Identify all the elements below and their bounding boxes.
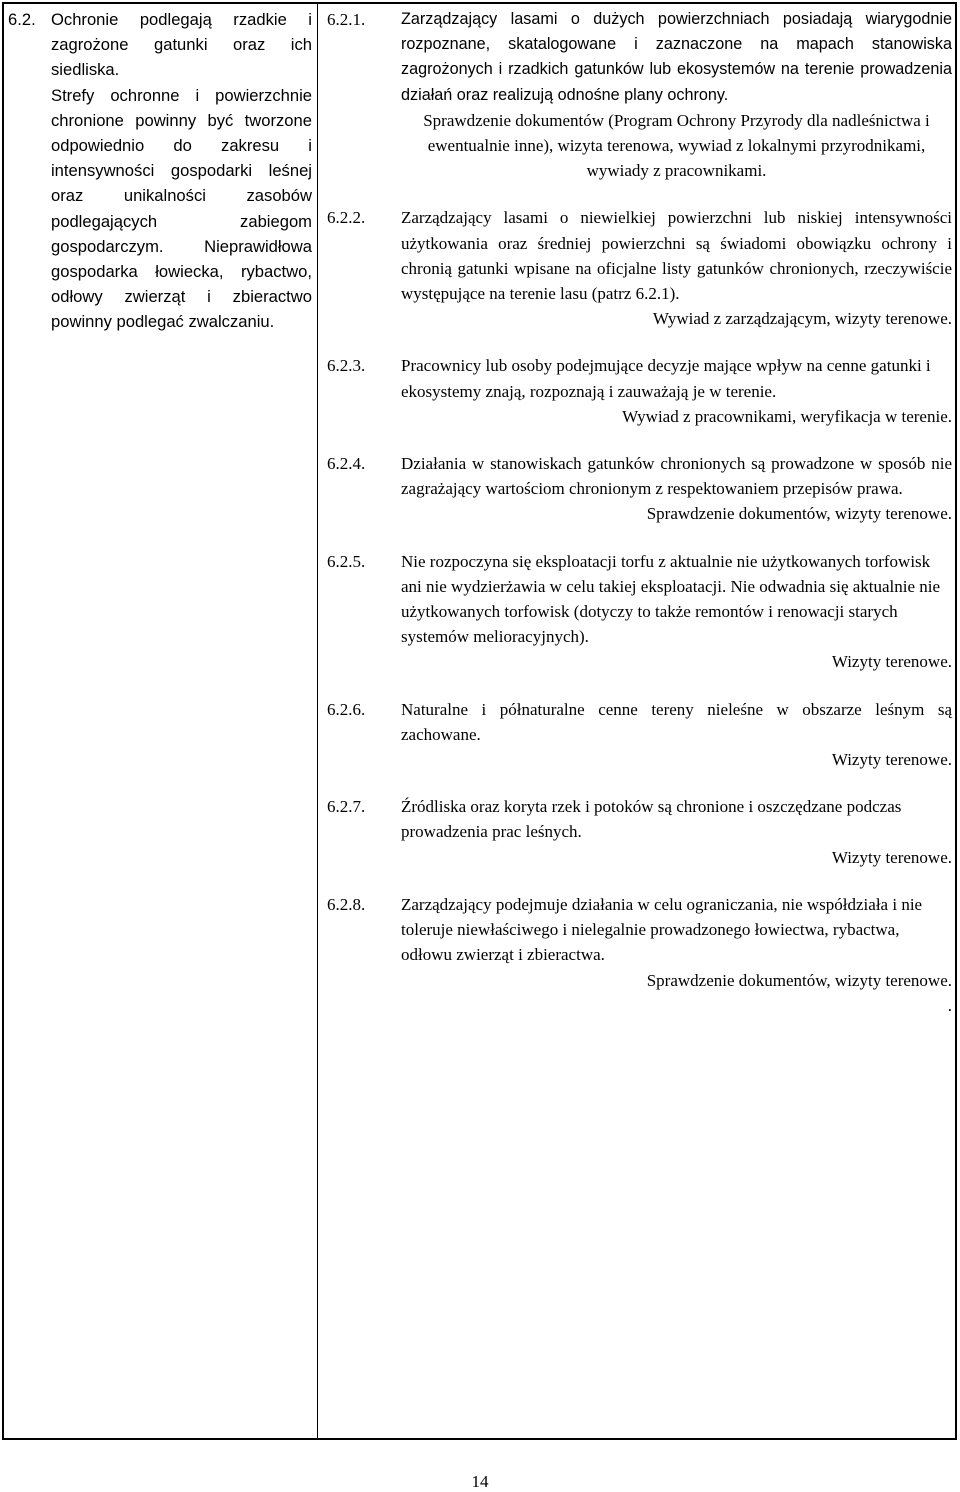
requirement-number: 6.2.7. xyxy=(327,797,366,817)
principle-heading xyxy=(8,7,312,83)
requirement-text: Zarządzający lasami o dużych powierzchniach posiadają wiarygodnie rozpoznane, skatalogowane i zaznaczone na mapach stanowiska zagrożonych i rzadkich gatunków lub ekosystemów na terenie prowadzenia działań oraz realizują odnośne plany ochrony. xyxy=(401,10,952,104)
principle-body: Strefy ochronne i powierzchnie chronione powinny być tworzone odpowiednio do zakresu i intensywności gospodarki leśnej oraz unikalności zasobów podlegających zabiegom gospodarczym. Nieprawidłowa gospodarka łowiecka, rybactwo, odłowy zwierząt i zbieractwo powinny podlegać zwalczaniu. xyxy=(51,85,312,332)
requirement-number: 6.2.1. xyxy=(327,10,366,29)
requirement-number: 6.2.4. xyxy=(327,454,366,474)
requirement-text: Zarządzający podejmuje działania w celu ograniczania, nie współdziała i nie toleruje niewłaściwego i nielegalnie prowadzonego łowiectwa, rybactwa, odłowu zwierząt i zbieractwa. xyxy=(401,894,923,965)
requirement-number: 6.2.6. xyxy=(327,699,366,719)
verification-method: Wywiad z zarządzającym, wizyty terenowe. xyxy=(652,309,952,329)
indicators-column xyxy=(327,7,952,1040)
requirement-number: 6.2.2. xyxy=(327,208,366,228)
verification-method: Wizyty terenowe. xyxy=(831,847,952,867)
principle-title: Ochronie podlegają rzadkie i zagrożone gatunki oraz ich siedliska. xyxy=(51,10,312,80)
principle-column xyxy=(4,4,317,335)
requirement-6-2-8 xyxy=(327,892,952,1018)
verification-method: Wizyty terenowe. xyxy=(831,652,952,672)
verification-method: Sprawdzenie dokumentów, wizyty terenowe. xyxy=(646,504,952,524)
requirement-number: 6.2.8. xyxy=(327,894,366,914)
requirement-text: Naturalne i półnaturalne cenne tereny nieleśne w obszarze leśnym są zachowane. xyxy=(401,699,952,744)
requirement-6-2-5 xyxy=(327,549,952,675)
requirement-6-2-3 xyxy=(327,353,952,429)
page-number: 14 xyxy=(471,1472,489,1491)
requirement-6-2-1 xyxy=(327,7,952,183)
requirement-6-2-6 xyxy=(327,697,952,773)
trailing-period: . xyxy=(947,995,952,1015)
verification-method: Wizyty terenowe. xyxy=(831,750,952,770)
requirement-6-2-2 xyxy=(327,205,952,331)
requirement-6-2-4 xyxy=(327,451,952,527)
requirement-text: Działania w stanowiskach gatunków chronionych są prowadzone w sposób nie zagrażający wartościom chronionym z respektowaniem przepisów prawa. xyxy=(401,454,952,499)
requirement-text: Zarządzający lasami o niewielkiej powierzchni lub niskiej intensywności użytkowania oraz średniej powierzchni są świadomi obowiązku ochrony i chronią gatunki wpisane na oficjalne listy gatunków chronionych, rzeczywiście występujące na terenie lasu (patrz 6.2.1). xyxy=(401,208,952,304)
criteria-table xyxy=(2,2,957,1440)
requirement-text: Źródliska oraz koryta rzek i potoków są chronione i oszczędzane podczas prowadzenia prac leśnych. xyxy=(401,797,902,842)
requirement-number: 6.2.5. xyxy=(327,551,366,571)
requirement-text: Pracownicy lub osoby podejmujące decyzje mające wpływ na cenne gatunki i ekosystemy znają, rozpoznają i zauważają je w terenie. xyxy=(401,356,931,401)
requirement-number: 6.2.3. xyxy=(327,356,366,376)
requirement-text: Nie rozpoczyna się eksploatacji torfu z aktualnie nie użytkowanych torfowisk ani nie wydzierżawia w celu takiej eksploatacji. Nie odwadnia się aktualnie nie użytkowanych torfowisk (dotyczy to także remontów i renowacji starych systemów melioracyjnych). xyxy=(401,551,941,647)
verification-method: Sprawdzenie dokumentów (Program Ochrony Przyrody dla nadleśnictwa i ewentualnie inne), wizyta terenowa, wywiad z lokalnymi przyrodnikami, wywiady z pracownikami. xyxy=(423,110,930,181)
verification-method: Wywiad z pracownikami, weryfikacja w terenie. xyxy=(622,406,952,426)
verification-method: Sprawdzenie dokumentów, wizyty terenowe. xyxy=(646,970,952,990)
principle-number: 6.2. xyxy=(8,10,36,29)
column-divider xyxy=(317,4,318,1438)
requirement-6-2-7 xyxy=(327,794,952,870)
